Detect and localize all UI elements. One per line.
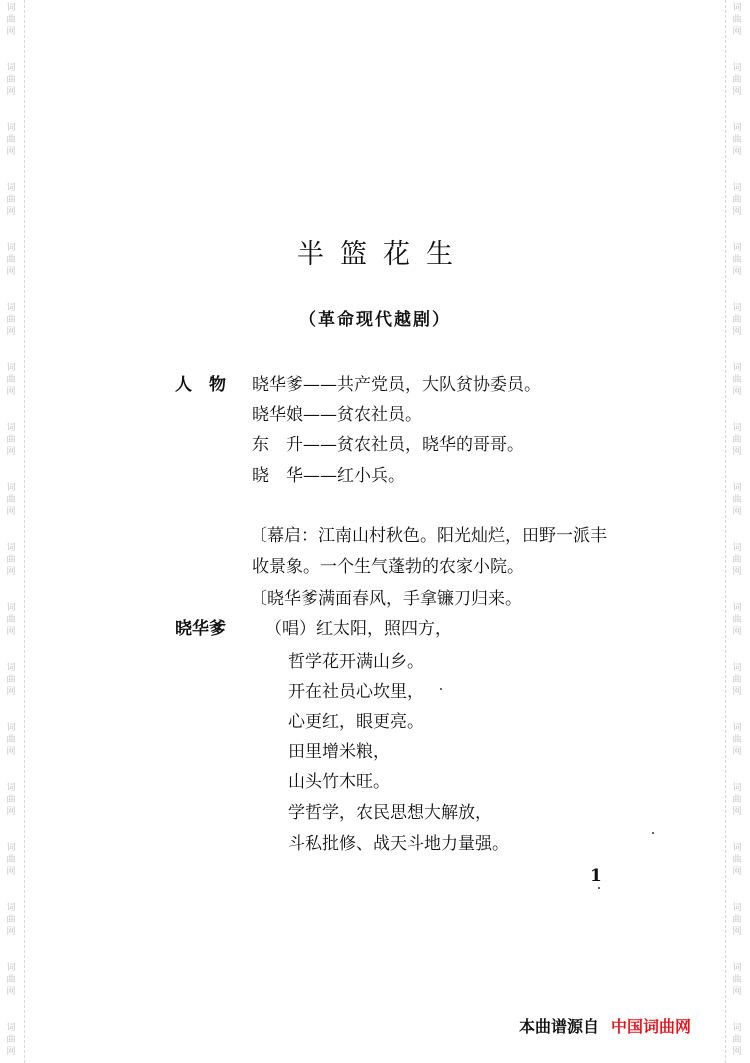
watermark-mark [3,602,19,638]
watermark-char: 曲 [732,15,742,25]
watermark-mark [729,782,745,818]
watermark-char: 网 [732,867,742,877]
watermark-mark [3,422,19,458]
watermark-char: 网 [6,327,16,337]
play-title: 半篮花生 [297,239,469,270]
watermark-char: 曲 [6,735,16,745]
watermark-char: 词 [6,903,16,913]
watermark-char: 词 [6,723,16,733]
watermark-char: 词 [6,243,16,253]
watermark-char: 网 [732,507,742,517]
stage-direction: 〔幕启：江南山村秋色。阳光灿烂，田野一派丰 [250,526,607,546]
watermark-mark [3,542,19,578]
watermark-mark [729,182,745,218]
watermark-char: 曲 [6,975,16,985]
source-footer [519,1014,691,1037]
stage-direction: 〔晓华爹满面春风，手拿镰刀归来。 [250,589,522,609]
watermark-mark [729,362,745,398]
song-line: 田里增米粮， [288,742,390,762]
watermark-char: 曲 [732,195,742,205]
watermark-char: 网 [732,87,742,97]
watermark-char: 曲 [732,435,742,445]
watermark-char: 网 [6,567,16,577]
song-line: 开在社员心坎里， [288,682,424,702]
watermark-char: 曲 [6,375,16,385]
watermark-char: 曲 [6,1035,16,1045]
footer-site-link[interactable]: 中国词曲网 [611,1017,692,1036]
watermark-mark [729,422,745,458]
watermark-char: 网 [732,987,742,997]
watermark-char: 词 [6,183,16,193]
watermark-char: 曲 [6,15,16,25]
watermark-char: 词 [732,903,742,913]
watermark-char: 曲 [732,675,742,685]
watermark-char: 词 [6,63,16,73]
watermark-char: 曲 [6,315,16,325]
play-subtitle: （革命现代越剧） [299,310,451,330]
watermark-char: 网 [732,27,742,37]
watermark-char: 词 [732,3,742,13]
ink-speck [440,688,442,690]
song-line: （唱）红太阳，照四方， [265,619,452,639]
watermark-char: 网 [732,447,742,457]
watermark-char: 曲 [6,555,16,565]
watermark-char: 网 [732,627,742,637]
watermark-mark [3,362,19,398]
watermark-mark [729,62,745,98]
watermark-char: 词 [6,303,16,313]
watermark-char: 曲 [732,735,742,745]
watermark-char: 词 [6,123,16,133]
watermark-char: 词 [732,663,742,673]
watermark-char: 曲 [6,195,16,205]
cast-label: 人 物 [175,375,226,395]
watermark-char: 网 [6,267,16,277]
watermark-char: 曲 [732,375,742,385]
ink-speck [652,832,654,834]
cast-member: 晓华娘——贫农社员。 [252,405,422,425]
watermark-char: 词 [6,1023,16,1033]
song-line: 学哲学，农民思想大解放， [288,803,492,823]
watermark-char: 网 [732,567,742,577]
watermark-char: 网 [732,147,742,157]
watermark-char: 词 [732,303,742,313]
watermark-char: 曲 [732,315,742,325]
watermark-char: 网 [6,447,16,457]
watermark-mark [3,482,19,518]
watermark-mark [729,542,745,578]
watermark-char: 网 [6,507,16,517]
song-line: 哲学花开满山乡。 [288,652,424,672]
watermark-char: 词 [732,183,742,193]
watermark-mark [3,962,19,998]
ink-speck [598,887,600,889]
watermark-char: 曲 [732,555,742,565]
watermark-char: 曲 [732,75,742,85]
watermark-char: 词 [732,423,742,433]
watermark-char: 曲 [732,975,742,985]
watermark-char: 曲 [6,135,16,145]
watermark-char: 曲 [6,915,16,925]
watermark-mark [3,2,19,38]
watermark-char: 词 [6,783,16,793]
watermark-mark [729,2,745,38]
watermark-char: 网 [732,387,742,397]
watermark-char: 网 [6,807,16,817]
watermark-char: 词 [732,783,742,793]
watermark-char: 网 [732,807,742,817]
watermark-char: 曲 [6,495,16,505]
song-speaker: 晓华爹 [175,619,226,639]
watermark-char: 网 [6,627,16,637]
watermark-char: 词 [6,423,16,433]
watermark-char: 词 [6,663,16,673]
watermark-char: 词 [732,363,742,373]
footer-source-text: 本曲谱源自 [519,1017,600,1036]
watermark-mark [729,902,745,938]
watermark-mark [729,962,745,998]
watermark-char: 网 [732,327,742,337]
watermark-char: 词 [6,963,16,973]
watermark-char: 网 [6,27,16,37]
watermark-char: 网 [6,147,16,157]
page-number: 1 [590,866,602,886]
watermark-mark [3,842,19,878]
watermark-char: 曲 [732,135,742,145]
watermark-char: 网 [732,747,742,757]
watermark-char: 网 [6,207,16,217]
watermark-mark [3,62,19,98]
watermark-char: 曲 [6,675,16,685]
watermark-mark [3,722,19,758]
watermark-char: 曲 [6,435,16,445]
watermark-char: 曲 [732,795,742,805]
right-watermark-strip [725,0,750,1063]
watermark-mark [729,122,745,158]
left-watermark-strip [0,0,25,1063]
song-line: 山头竹木旺。 [288,772,390,792]
watermark-char: 词 [6,483,16,493]
watermark-char: 曲 [6,255,16,265]
watermark-mark [3,182,19,218]
watermark-char: 词 [6,603,16,613]
watermark-char: 词 [732,483,742,493]
watermark-mark [729,1022,745,1058]
watermark-char: 词 [732,603,742,613]
stage-direction: 收景象。一个生气蓬勃的农家小院。 [252,557,524,577]
watermark-mark [3,662,19,698]
watermark-char: 词 [732,63,742,73]
watermark-mark [3,782,19,818]
watermark-char: 网 [732,1047,742,1057]
watermark-char: 词 [732,963,742,973]
watermark-char: 曲 [732,615,742,625]
watermark-char: 曲 [732,1035,742,1045]
watermark-mark [729,602,745,638]
watermark-char: 词 [6,363,16,373]
watermark-char: 曲 [732,915,742,925]
watermark-char: 词 [732,723,742,733]
watermark-mark [3,902,19,938]
watermark-mark [729,482,745,518]
song-line: 心更红，眼更亮。 [288,712,424,732]
watermark-char: 网 [6,867,16,877]
watermark-char: 词 [732,1023,742,1033]
watermark-mark [3,122,19,158]
watermark-char: 词 [732,543,742,553]
watermark-char: 曲 [732,495,742,505]
watermark-char: 网 [6,927,16,937]
watermark-char: 网 [6,747,16,757]
watermark-mark [729,842,745,878]
watermark-char: 网 [6,987,16,997]
watermark-char: 网 [6,687,16,697]
watermark-char: 词 [6,843,16,853]
watermark-char: 网 [732,207,742,217]
cast-member: 东 升——贫农社员，晓华的哥哥。 [252,435,524,455]
cast-member: 晓华爹——共产党员，大队贫协委员。 [252,375,541,395]
watermark-char: 曲 [6,795,16,805]
watermark-char: 曲 [6,75,16,85]
watermark-char: 曲 [6,855,16,865]
watermark-mark [729,662,745,698]
watermark-char: 词 [732,243,742,253]
watermark-char: 网 [6,1047,16,1057]
watermark-char: 词 [6,543,16,553]
watermark-char: 网 [6,87,16,97]
watermark-char: 词 [732,123,742,133]
watermark-char: 网 [732,687,742,697]
cast-member: 晓 华——红小兵。 [252,466,405,486]
watermark-char: 词 [732,843,742,853]
watermark-mark [3,1022,19,1058]
watermark-char: 曲 [732,855,742,865]
song-line: 斗私批修、战天斗地力量强。 [288,834,509,854]
watermark-char: 词 [6,3,16,13]
watermark-char: 网 [732,267,742,277]
watermark-char: 网 [732,927,742,937]
watermark-mark [729,722,745,758]
watermark-char: 曲 [732,255,742,265]
watermark-char: 曲 [6,615,16,625]
watermark-char: 网 [6,387,16,397]
